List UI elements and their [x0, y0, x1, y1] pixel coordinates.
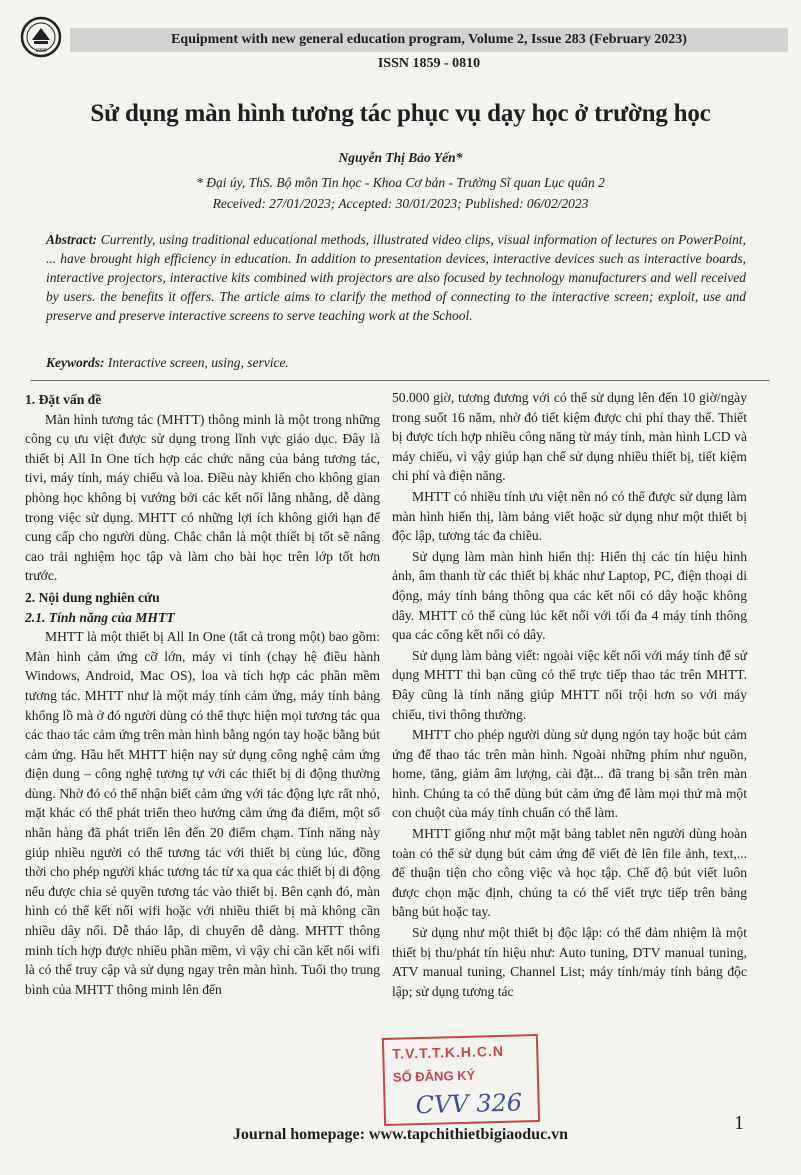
- paragraph: MHTT cho phép người dùng sử dụng ngón tay hoặc bút cảm ứng để thao tác trên màn hình. Ngoài những phím như nguồn, home, tăng, giảm âm lượng, cài đặt... đã trang bị sẵn trên màn hình. Chúng ta có thể dùng bút cảm ứng để làm mọi thứ mà một con chuột của máy tính chuẩn có thể làm.: [392, 727, 747, 821]
- abstract-label: Abstract:: [46, 232, 98, 247]
- registration-stamp: [382, 1034, 540, 1126]
- journal-homepage: Journal homepage: www.tapchithietbigiaoduc.vn: [232, 1126, 569, 1143]
- affiliation: * Đại úy, ThS. Bộ môn Tin học - Khoa Cơ bản - Trường Sĩ quan Lục quân 2: [196, 175, 605, 190]
- paragraph: Sử dụng làm màn hình hiển thị: Hiển thị các tín hiệu hình ảnh, âm thanh từ các thiết bị khác như Laptop, PC, điện thoại di động, máy tính bảng thông qua các kết nối có dây hoặc không dây. MHTT có thể cùng lúc kết nối với tối đa 4 máy tính thông qua các cổng kết nối có dây.: [392, 548, 747, 643]
- paragraph: MHTT có nhiều tính ưu việt nên nó có thể được sử dụng làm màn hình hiển thị, làm bảng viết hoặc sử dụng như một thiết bị độc lập, tương tác đa chiều.: [392, 488, 747, 544]
- divider: [30, 380, 770, 381]
- stamp-line-1: T.V.T.T.K.H.C.N: [392, 1042, 505, 1062]
- subsection-heading: 2.1. Tính năng của MHTT: [25, 609, 175, 625]
- section-heading: 2. Nội dung nghiên cứu: [25, 589, 160, 605]
- section-heading: 1. Đặt vấn đề: [25, 392, 102, 407]
- paragraph: Màn hình tương tác (MHTT) thông minh là một trong những công cụ ưu việt được sử dụng trong lĩnh vực giáo dục. Đây là thiết bị All In One tích hợp các chức năng của bảng tương tác, tivi, máy tính, máy chiếu và loa. Điều này khiến cho không gian phòng học không bị vướng bởi các kết nối lằng nhằng, dễ dàng trong việc sử dụng. MHTT có những lợi ích không giới hạn để cung cấp cho người dùng. Chắc chắn là một thiết bị tốt sẽ nâng cao trải nghiệm học tập và làm cho bài học trên lớp tốt hơn trước.: [25, 411, 380, 584]
- abstract: [46, 230, 746, 325]
- right-column: [392, 388, 747, 1002]
- stamp-line-2: SỐ ĐĂNG KÝ: [392, 1067, 476, 1085]
- stamp-handwriting: CVV 326: [415, 1088, 523, 1120]
- paragraph: Sử dụng làm bảng viết: ngoài việc kết nối với máy tính để sử dụng MHTT thì bạn cũng có thể trực tiếp thao tác trên MHTT. Đây cũng là tính năng giúp MHTT nổi trội hơn so với máy chiếu, tivi thông thường.: [392, 647, 747, 722]
- issn: ISSN 1859 - 0810: [377, 56, 481, 71]
- paragraph: 50.000 giờ, tương đương với có thể sử dụng lên đến 10 giờ/ngày trong suốt 16 năm, nhờ đó tiết kiệm được chi phí thay thế. Thiết bị được tích hợp nhiều công năng từ máy tính, màn hình LCD và máy chiếu, vì vậy giúp hạn chế sử dụng nhiều thiết bị, tiết kiệm chi phí và điện năng.: [392, 390, 747, 484]
- abstract-text: Currently, using traditional educational methods, illustrated video clips, visual information of lectures on PowerPoint, ... have brought high efficiency in education. In addition to presentation devices, interactive devices such as interactive boards, interactive projectors, interactive kits combined with projectors are also focused by technology manufacturers and well received by users. the benefits it offers. The article aims to clarify the method of connecting to the interactive screen; exploit, use and preserve and preserve interactive screens to serve teaching work at the School.: [46, 232, 746, 323]
- keywords-text: Interactive screen, using, service.: [107, 355, 289, 370]
- left-column: [25, 388, 380, 1000]
- keywords: [46, 355, 746, 371]
- article-title: Sử dụng màn hình tương tác phục vụ dạy học ở trường học: [90, 100, 711, 127]
- paragraph: MHTT giống như một mặt bảng tablet nên người dùng hoàn toàn có thể sử dụng bút cảm ứng để viết đè lên file ảnh, text,... để thuận tiện cho công việc và học tập. Chế độ bút viết luôn được chọn mặc định, chúng ta có thể viết trực tiếp trên bảng bằng bút hoặc tay.: [392, 826, 747, 920]
- paragraph: Sử dụng như một thiết bị độc lập: có thể đảm nhiệm là một thiết bị thu/phát tín hiệu như: Auto tuning, DTV manual tuning, ATV manual tuning, Channel List; máy tính/máy tính bảng độc lập; sử dụng tương tác: [392, 925, 747, 999]
- journal-name: Equipment with new general education program, Volume 2, Issue 283 (February 2023): [171, 32, 687, 47]
- dates: Received: 27/01/2023; Accepted: 30/01/2023; Published: 06/02/2023: [212, 196, 589, 211]
- journal-logo: [20, 16, 62, 58]
- page-number: 1: [734, 1112, 744, 1134]
- keywords-label: Keywords:: [46, 355, 105, 370]
- logo-year: 1990: [35, 48, 47, 54]
- author: Nguyễn Thị Bảo Yến*: [338, 150, 463, 165]
- paragraph: MHTT là một thiết bị All In One (tất cả trong một) bao gồm: Màn hình cảm ứng cỡ lớn, máy vi tính (chạy hệ điều hành Windows, Android, Mac OS), loa và tích hợp các phần mềm tương tác. MHTT như là một máy tính cảm ứng, máy tính bảng khổng lồ mà ở đó người dùng có thể thực hiện mọi tương tác qua các thao tác cảm ứng trên màn hình bằng ngón tay hoặc bằng bút cảm ứng. Hầu hết MHTT hiện nay sử dụng công nghệ cảm ứng điện dung – công nghệ tương tự với các thiết bị di động thường dùng. Nhờ đó có thể nhận biết cảm ứng với tác động lực rất nhỏ, mặt khác có thể phát triển theo hướng cảm ứng đa điểm, một số nhãn hàng đã phát triển lên đến 20 điểm chạm. Tính năng này giúp nhiều người có thể tương tác với thiết bị cùng lúc, đồng thời cho phép người khác tương tác từ xa qua các thiết bị di động nếu được chia sẻ quyền tương tác vào thiết bị. Bên cạnh đó, màn hình có thể kết nối wifi hoặc với nhiều thiết bị mà không cần nhiều dây nối. Dễ tháo lắp, di chuyển dễ dàng. MHTT thông minh tích hợp được nhiều phần mềm, vì vậy chỉ cần kết nối wifi là có thể truy cập và sử dụng ngay trên màn hình. Tuổi thọ trung bình của MHTT thông minh lên đến: [25, 629, 380, 997]
